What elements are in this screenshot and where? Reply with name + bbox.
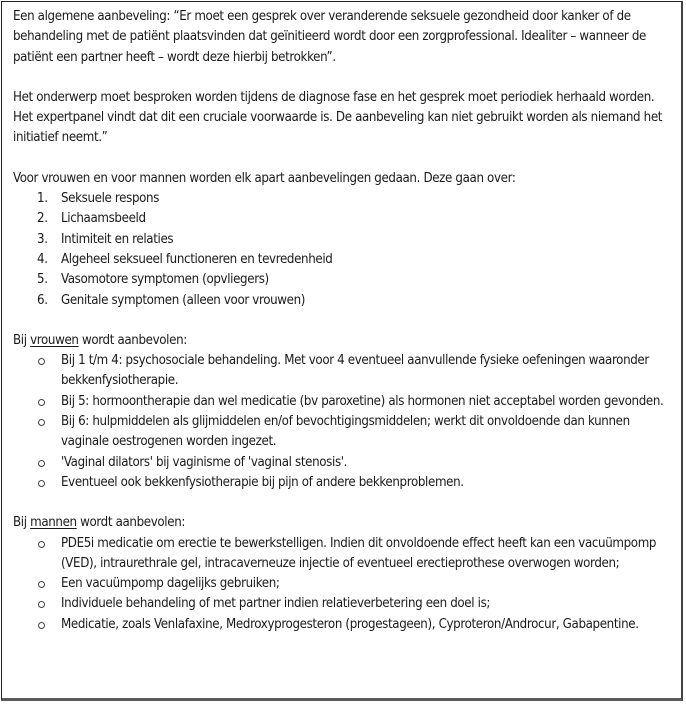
- document-box: [1, 1, 683, 701]
- topic-text: Genitale symptomen (alleen voor vrouwen): [61, 292, 306, 308]
- men-group-label: mannen: [30, 515, 77, 531]
- paragraph-gap: [13, 149, 671, 169]
- recommendation-text: Eventueel ook bekkenfysiotherapie bij pijn of andere bekkenproblemen.: [61, 474, 464, 490]
- topic-number: 2.: [37, 211, 48, 227]
- topics-lead: Voor vrouwen en voor mannen worden elk apart aanbevelingen gedaan. Deze gaan over:: [13, 170, 516, 186]
- circle-bullet-icon: [38, 419, 45, 426]
- women-recommendation-item: [13, 453, 671, 473]
- men-heading: [13, 513, 671, 533]
- circle-bullet-icon: [38, 601, 45, 608]
- topic-text: Algeheel seksueel functioneren en tevredenheid: [61, 251, 333, 267]
- men-recommendation-item: [13, 534, 671, 575]
- women-recommendation-item: [13, 392, 671, 412]
- circle-bullet-icon: [38, 541, 45, 548]
- topic-item: [13, 209, 671, 229]
- recommendation-text: Een vacuümpomp dagelijks gebruiken;: [61, 576, 280, 592]
- topic-number: 1.: [37, 191, 48, 207]
- men-heading-suffix: wordt aanbevolen:: [76, 515, 186, 531]
- topic-text: Vasomotore symptomen (opvliegers): [61, 272, 269, 288]
- women-recommendation-item: [13, 412, 671, 453]
- topic-text: Intimiteit en relaties: [61, 231, 174, 247]
- recommendation-text: Medicatie, zoals Venlafaxine, Medroxyprogesteron (progestageen), Cyproteron/Androcur, Gabapentine.: [61, 616, 639, 632]
- topic-text: Lichaamsbeeld: [61, 211, 146, 227]
- women-recommendation-item: [13, 351, 671, 392]
- intro-paragraph-2: Het onderwerp moet besproken worden tijdens de diagnose fase en het gesprek moet periodiek herhaald worden. Het expertpanel vindt dat dit een cruciale voorwaarde is. De aanbeveling kan niet gebruikt worden als niemand het initiatief neemt.”: [13, 89, 663, 146]
- circle-bullet-icon: [38, 358, 45, 365]
- women-group-label: vrouwen: [30, 332, 79, 348]
- recommendation-text: Bij 1 t/m 4: psychosociale behandeling. Met voor 4 eventueel aanvullende fysieke oefeningen waaronder bekkenfysiotherapie.: [61, 353, 649, 389]
- topic-item: [13, 270, 671, 290]
- women-heading-prefix: Bij: [13, 332, 31, 348]
- men-recommendation-item: [13, 574, 671, 594]
- women-recommendation-item: [13, 473, 671, 493]
- men-heading-prefix: Bij: [13, 515, 31, 531]
- recommendation-text: 'Vaginal dilators' bij vaginisme of 'vaginal stenosis'.: [61, 454, 348, 470]
- paragraph-gap: [13, 68, 671, 88]
- topic-item: [13, 230, 671, 250]
- recommendation-text: PDE5i medicatie om erectie te bewerkstelligen. Indien dit onvoldoende effect heeft kan een vacuümpomp (VED), intraurethrale gel, intracaverneuze injectie of eventueel erectieprothese overwogen worden;: [61, 535, 657, 571]
- topic-number: 3.: [37, 231, 48, 247]
- circle-bullet-icon: [38, 460, 45, 467]
- topic-number: 5.: [37, 272, 48, 288]
- women-recommendations-list: [13, 351, 671, 493]
- circle-bullet-icon: [38, 399, 45, 406]
- intro-paragraph-1: Een algemene aanbeveling: “Er moet een gesprek over veranderende seksuele gezondheid door kanker of de behandeling met de patiënt plaatsvinden dat geïnitieerd wordt door een zorgprofessional. Idealiter – wanneer de patiënt een partner heeft – wordt deze hierbij betrokken”.: [13, 9, 647, 65]
- topics-list: [13, 189, 671, 311]
- circle-bullet-icon: [38, 480, 45, 487]
- topic-text: Seksuele respons: [61, 191, 160, 207]
- recommendation-text: Bij 6: hulpmiddelen als glijmiddelen en/of bevochtigingsmiddelen; werkt dit onvoldoende dan kunnen vaginale oestrogenen worden ingezet.: [61, 414, 630, 450]
- paragraph-gap: [13, 493, 671, 513]
- topic-number: 6.: [37, 292, 48, 308]
- topic-item: [13, 189, 671, 209]
- circle-bullet-icon: [38, 622, 45, 629]
- topic-item: [13, 291, 671, 311]
- topic-item: [13, 250, 671, 270]
- recommendation-text: Individuele behandeling of met partner indien relatieverbetering een doel is;: [61, 596, 491, 612]
- paragraph-gap: [13, 311, 671, 331]
- women-heading-suffix: wordt aanbevolen:: [78, 332, 187, 348]
- men-recommendation-item: [13, 594, 671, 614]
- recommendation-text: Bij 5: hormoontherapie dan wel medicatie (bv paroxetine) als hormonen niet acceptabel worden gevonden.: [61, 393, 664, 409]
- circle-bullet-icon: [38, 581, 45, 588]
- men-recommendations-list: [13, 534, 671, 635]
- topic-number: 4.: [37, 251, 48, 267]
- men-recommendation-item: [13, 615, 671, 635]
- women-heading: [13, 331, 671, 351]
